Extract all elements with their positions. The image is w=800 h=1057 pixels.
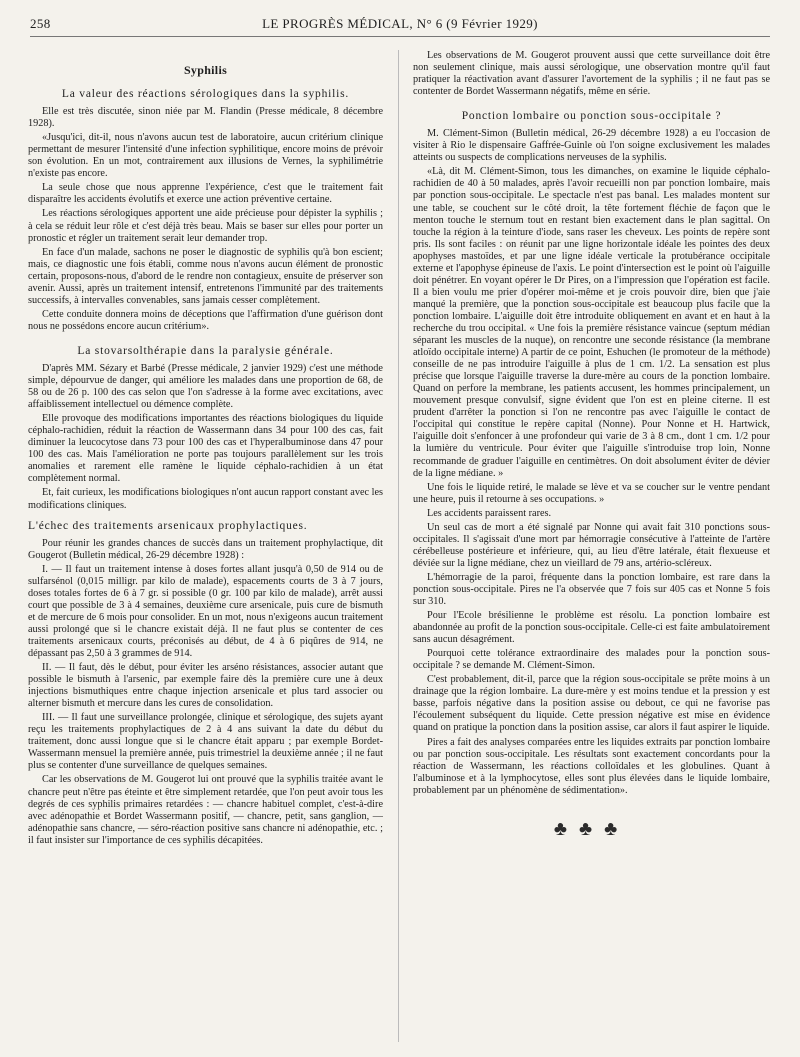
article-paragraph: Une fois le liquide retiré, le malade se lève et va se coucher sur le ventre pendant une heure, puis il retourne à ses occupations. » — [413, 481, 770, 505]
article-title-ponction: Ponction lombaire ou ponction sous-occipitale ? — [461, 110, 722, 123]
article-paragraph: Les accidents paraissent rares. — [427, 507, 552, 519]
article-paragraph: «Là, dit M. Clément-Simon, tous les dimanches, on examine le liquide céphalo-rachidien de 40 à 50 malades, après l'avoir recueilli non par ponction lombaire, mais par ponction sous-occipitale. Le spectacle n'est pas banal. Les malades montent sur une table, se couchent sur le côté droit, la tête fortement fléchie de façon que le menton touche le sternum tout en restant bien exactement dans le plan sagittal. On touche la région à la teinture d'iode, sans raser les cheveux. Les points de repère sont pris. Ils sont faciles : on réunit par une ligne horizontale idéale les pointes des deux apophyses mastoïdes, et par une ligne idéale verticale la protubérance occipitale externe et l'apophyse épineuse de l'axis. Le point d'intersection est le point où l'aiguille doit pénétrer. En voyant opérer le Dr Pires, on a l'impression que l'opération est facile. Il a bien voulu me prier d'opérer moi-même et je crois pouvoir dire, bien que j'aie manqué la première, que la ponction sous-occipitale est beaucoup plus facile que la ponction lombaire. L'aiguille doit être introduite obliquement en avant et en haut à la recherche du trou occipital. « Une fois la première résistance vaincue (septum médian séparant les muscles de la nuque), on rencontre une seconde résistance (la membrane atloïdo occipitale interne) A partir de ce point, Eshuchen (le promoteur de la méthode) conseille de ne pas introduire l'aiguille à plus de 1 cm. 1/2. La sensation est plus précise que lorsque l'aiguille traverse la dure-mère au cours de la ponction lombaire. Quand on perfore la membrane, les patients accusent, les hommes principalement, un mouvement presque convulsif, signe évident que l'on est en pleine citerne. Il est prudent d'arrêter la ponction si l'on ne rencontre pas avec l'aiguille le contact de l'occipital qui constitue le repère capital (Nonne). Pour Nonne et H. Hartwick, l'aiguille doit s'enfoncer à une profondeur qui varie de 3 à 8 cm., dont 1 cm. 1/2 pour la lumière du ventricule. Pour éviter que l'aiguille s'introduise trop loin, Nonne recommande de graduer l'aiguille en centimètres. On doit absolument éviter de dévier de la ligne médiane. » — [413, 166, 770, 479]
article-title-serologie: La valeur des réactions sérologiques dans la syphilis. — [61, 88, 350, 101]
section-title: Syphilis — [183, 63, 228, 77]
article-paragraph: D'après MM. Sézary et Barbé (Presse médicale, 2 janvier 1929) c'est une méthode simple, dépourvue de danger, qui améliore les malades dans une proportion de 68, de 58 ou de 26 p. 100 des cas selon que l'on s'adresse à la forme avec excitations, avec affaiblissement intellectuel ou démence complète. — [28, 362, 383, 411]
article-paragraph: Un seul cas de mort a été signalé par Nonne qui avait fait 310 ponctions sous-occipitales. Il s'agissait d'une mort par hémorragie consécutive à l'atteinte de l'artère cérébelleuse postérieure et inférieure, qui, au lieu d'être latérale, était flexueuse et déviée sur la ligne médiane, chez un vieillard de 79 ans, artério-scléreux. — [413, 521, 770, 569]
article-paragraph: I. — Il faut un traitement intense à doses fortes allant jusqu'à 0,50 de 914 ou de sulfarsénol (0,015 milligr. par kilo de malade), espacements courts de 3 à 7 jours, doses totales fortes de 6 à 7 gr. si possible (0 gr. 100 par kilo de malade), arrêt aussi court que possible de 3 à 4 semaines, deuxième cure arsenicale, puis cure de bismuth et de mercure de 6 mois pour consolider. En un mot, nous n'exigeons aucun traitement aussi prolongé que si le chancre existait déjà. Il ne faut plus se contenter de ces traitements arsenicaux courts, préconisés au début, de 4 à 6 piqûres de 914, ne dépassant pas 2,50 à 3 grammes de 914. — [28, 563, 383, 660]
article-body-stovarsol — [28, 363, 383, 512]
article-title-stovarsol: La stovarsolthérapie dans la paralysie générale. — [77, 344, 334, 357]
article-paragraph: La seule chose que nous apprenne l'expérience, c'est que le traitement fait disparaître les accidents évolutifs et exerce une action préventive certaine. — [28, 182, 383, 206]
article-paragraph: Cette conduite donnera moins de déceptions que l'affirmation d'une guérison dont nous ne possédons encore aucun critérium». — [28, 308, 383, 332]
article-paragraph: II. — Il faut, dès le début, pour éviter les arséno résistances, associer autant que possible le bismuth à l'arsenic, par exemple faire dès la première cure une à deux injections bismuthiques entre chaque injection arsenicale et plus tard associer ou alterner bismuth et mercure dans les cures de consolidation. — [28, 662, 383, 710]
article-paragraph: Pour réunir les grandes chances de succès dans un traitement prophylactique, dit Gougerot (Bulletin médical, 26-29 décembre 1928) : — [28, 537, 383, 561]
article-paragraph: Pires a fait des analyses comparées entre les liquides extraits par ponction lombaire ou par ponction sous-occipitale. Les résultats sont exactement concordants pour la réaction de Wassermann, les réactions colloïdales et les globulines. Quant à l'albuminose et à la lymphocytose, elles sont plus élevées dans le liquide lombaire, probablement par un phénomène de sédimentation». — [413, 736, 770, 796]
article-paragraph: III. — Il faut une surveillance prolongée, clinique et sérologique, des sujets ayant reçu les traitements prophylactiques de 2 à 4 ans suivant la date du début du traitement, donc aussi longue que si le chancre était apparu ; par exemple Bordet-Wassermann mensuel la première année, puis trimestriel la deuxième année ; il ne faut plus se contenter d'une surveillance de quelques semaines. — [28, 712, 383, 772]
column-divider — [398, 50, 399, 1042]
article-body-arsenicaux — [28, 538, 383, 847]
article-paragraph: Les réactions sérologiques apportent une aide précieuse pour dépister la syphilis ; à cela se réduit leur rôle et c'est déjà très beau. Mais se baser sur elles pour porter un pronostic et régler un traitement serait leur demander trop. — [28, 208, 383, 244]
article-paragraph: Elle provoque des modifications importantes des réactions biologiques du liquide céphalo-rachidien, réduit la réaction de Wassermann dans 34 pour 100 des cas, fait diminuer la leucocytose dans 73 pour 100 des cas et l'hyperalbuminose dans 47 pour 100 des cas. Mais l'amélioration ne porte pas toujours parallèlement sur les trois anomalies et rarement elle ramène le liquide céphalo-rachidien à un état complètement normal. — [28, 413, 383, 485]
article-paragraph: Elle est très discutée, sinon niée par M. Flandin (Presse médicale, 8 décembre 1928). — [28, 106, 383, 130]
journal-title: LE PROGRÈS MÉDICAL, N° 6 (9 Février 1929) — [262, 16, 538, 31]
article-title-arsenicaux: L'échec des traitements arsenicaux prophylactiques. — [28, 519, 308, 532]
article-paragraph: Car les observations de M. Gougerot lui ont prouvé que la syphilis traitée avant le chancre peut n'être pas éteinte et être simplement retardée, que l'on peut avoir tous les degrés de ces syphilis primaires retardées : — chancre habituel complet, c'est-à-dire avec adénopathie et Bordet Wassermann positif, — chancre, petit, sans ganglion, — adénopathie sans chancre, — séro-réaction positive sans chancre ni adénopathie, etc. ; il faut insister sur l'importance de ces syphilis décapitées. — [28, 774, 383, 846]
article-paragraph: Pour l'Ecole brésilienne le problème est résolu. La ponction lombaire est abandonnée au profit de la ponction sous-occipitale. Celle-ci est faite ambulatoirement sans aucun désagrément. — [413, 610, 770, 646]
page-header — [30, 10, 770, 37]
article-paragraph: L'hémorragie de la paroi, fréquente dans la ponction lombaire, est rare dans la ponction sous-occipitale. Pires ne l'a observée que 7 fois sur 405 cas et Nonne 5 fois sur 310. — [413, 571, 770, 608]
article-body-serologie — [28, 106, 383, 333]
right-column — [413, 50, 770, 1050]
page-number: 258 — [30, 16, 51, 31]
left-column — [28, 50, 383, 1050]
article-body-ponction — [413, 128, 770, 797]
article-paragraph: Et, fait curieux, les modifications biologiques n'ont aucun rapport constant avec les modifications cliniques. — [28, 487, 383, 511]
article-paragraph: C'est probablement, dit-il, parce que la région sous-occipitale se prête moins à un drainage que la région lombaire. La dure-mère y est moins tendue et la pression y est basse, parfois négative dans la position assise ou debout, ce qui ne favorise pas l'écoulement subséquent du liquide. Cette pression négative est mise en évidence quand on pratique la ponction dans la position assise, car alors il faut aspirer le liquide. — [413, 674, 770, 734]
article-paragraph: M. Clément-Simon (Bulletin médical, 26-29 décembre 1928) a eu l'occasion de visiter à Rio le dispensaire Gaffrée-Guinle où l'on soigne exclusivement les malades atteints ou suspects de complications nerveuses de la syphilis. — [413, 128, 770, 164]
end-ornament: ♣♣♣ — [553, 817, 630, 840]
article-paragraph: «Jusqu'ici, dit-il, nous n'avons aucun test de laboratoire, aucun critérium clinique permettant de mesurer l'intensité d'une infection syphilitique, encore moins de prévoir son évolution. En un mot, contrairement aux illusions de Vernes, la syphilimétrie n'existe pas encore. — [28, 132, 383, 180]
intro-paragraph: Les observations de M. Gougerot prouvent aussi que cette surveillance doit être non seulement clinique, mais aussi sérologique, une observation montre qu'il faut pratiquer la réactivation avant d'assurer l'avortement de la syphilis ; il ne faut pas se contenter de Bordet Wassermann négatifs, même en série. — [413, 50, 770, 98]
article-paragraph: En face d'un malade, sachons ne poser le diagnostic de syphilis qu'à bon escient; mais, ce diagnostic une fois établi, comme nous n'avons aucun élément de pronostic certain, proposons-nous, d'abord de le rendre non contagieux, ensuite de préserver son avenir. Aussi, après un traitement intensif, entretenons l'immunité par des traitements successifs, à intervalles convenables, sans jamais cesser complètement. — [28, 246, 383, 306]
article-paragraph: Pourquoi cette tolérance extraordinaire des malades pour la ponction sous-occipitale ? se demande M. Clément-Simon. — [413, 648, 770, 672]
